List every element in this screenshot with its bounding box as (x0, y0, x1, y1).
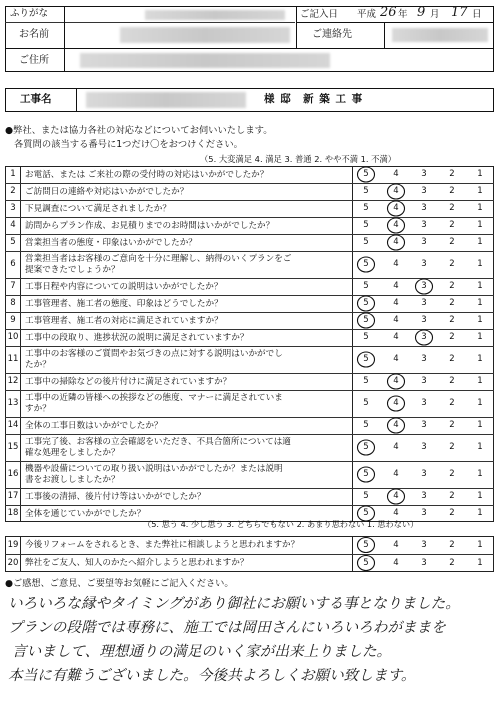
answer-circle-q7[interactable] (416, 279, 433, 294)
question-text: 訪問からプラン作成、お見積りまでのお時間はいかがでしたか？ (25, 220, 275, 231)
score-option-5: 5 (363, 203, 369, 213)
score-option-1: 1 (477, 376, 483, 386)
answer-circle-q6[interactable] (358, 257, 375, 272)
score-option-2: 2 (449, 220, 455, 230)
question-number: 16 (7, 469, 19, 479)
answer-circle-q16[interactable] (358, 467, 375, 482)
score-option-2: 2 (449, 491, 455, 501)
question-number: 20 (7, 557, 19, 568)
score-option-2: 2 (449, 169, 455, 179)
score-option-5: 5 (363, 557, 369, 568)
answer-circle-q1[interactable] (358, 167, 375, 182)
score-option-2: 2 (449, 203, 455, 213)
intro-line-1: ●弊社、または協力各社の対応などについてお伺いいたします。 (5, 125, 273, 136)
score-option-5: 5 (363, 354, 369, 364)
address-label: ご住所 (19, 55, 49, 66)
question-text: 今後リフォームをされるとき、また弊社に相談しようと思われますか？ (25, 539, 300, 550)
question-number: 17 (7, 491, 19, 501)
answer-circle-q10[interactable] (416, 330, 433, 345)
question-number: 13 (7, 398, 19, 408)
question-text: 工事日程や内容についての説明はいかがでしたか？ (25, 281, 223, 292)
question-text: 工事中の掃除などの後片付けに満足されていますか？ (25, 376, 232, 387)
score-option-3: 3 (421, 237, 427, 247)
score-option-5: 5 (363, 186, 369, 196)
answer-circle-q2[interactable] (388, 184, 405, 199)
score-option-1: 1 (477, 259, 483, 269)
score-option-5: 5 (363, 237, 369, 247)
answer-circle-q17[interactable] (388, 489, 405, 504)
question-text: 書をお渡ししましたか？ (25, 475, 120, 485)
score-option-2: 2 (449, 557, 455, 568)
question-text: 弊社をご友人、知人のかたへ紹介しようと思われますか？ (25, 557, 249, 568)
contact-label: ご連絡先 (312, 29, 352, 40)
answer-circle-q4[interactable] (388, 218, 405, 233)
question-number: 18 (7, 508, 19, 518)
score-option-1: 1 (477, 169, 483, 179)
score-option-2: 2 (449, 281, 455, 291)
entry-year: 26 (380, 5, 397, 20)
score-option-5: 5 (363, 169, 369, 179)
year-unit: 年 (398, 9, 408, 20)
question-number: 6 (10, 259, 16, 269)
question-text: 全体を通じていかがでしたか？ (25, 508, 146, 519)
score-option-2: 2 (449, 298, 455, 308)
answer-circle-q8[interactable] (358, 296, 375, 311)
intro-line-2: 各質問の該当する番号に1つだけ〇をおつけください。 (14, 139, 243, 150)
score-option-2: 2 (449, 539, 455, 550)
score-option-4: 4 (393, 298, 399, 308)
score-option-3: 3 (421, 332, 427, 342)
score-option-3: 3 (421, 491, 427, 501)
question-text: ご訪問日の連絡や対応はいかがでしたか？ (25, 186, 189, 197)
score-option-5: 5 (363, 298, 369, 308)
question-number: 4 (10, 220, 16, 230)
question-text: お電話、または ご来社の際の受付時の対応はいかがでしたか？ (25, 169, 269, 180)
score-option-4: 4 (393, 332, 399, 342)
score-option-1: 1 (477, 469, 483, 479)
score-option-1: 1 (477, 442, 483, 452)
score-option-2: 2 (449, 315, 455, 325)
score-option-5: 5 (363, 259, 369, 269)
score-option-1: 1 (477, 420, 483, 430)
score-option-3: 3 (421, 186, 427, 196)
score-option-4: 4 (393, 281, 399, 291)
name-label: お名前 (19, 29, 49, 40)
question-text: すか？ (25, 404, 51, 414)
score-option-1: 1 (477, 332, 483, 342)
question-text: 工事中の段取り、進捗状況の説明に満足されていますか？ (25, 332, 249, 343)
score-option-4: 4 (393, 237, 399, 247)
score-option-4: 4 (393, 376, 399, 386)
question-text: 工事完了後、お客様の立会確認をいただき、不具合箇所については適 (25, 437, 291, 447)
score-option-5: 5 (363, 332, 369, 342)
question-number: 5 (10, 237, 16, 247)
score-option-4: 4 (393, 442, 399, 452)
score-option-2: 2 (449, 508, 455, 518)
answer-circle-q15[interactable] (358, 440, 375, 455)
score-option-5: 5 (363, 398, 369, 408)
question-number: 15 (7, 442, 19, 452)
answer-circle-q19[interactable] (358, 538, 375, 553)
score-option-1: 1 (477, 539, 483, 550)
question-text: 全体の工事日数はいかがでしたか？ (25, 420, 163, 431)
score-option-2: 2 (449, 398, 455, 408)
score-option-3: 3 (421, 539, 427, 550)
question-text: 営業担当者の態度・印象はいかがでしたか？ (25, 237, 197, 248)
question-text: 工事管理者、施工者の態度、印象はどうでしたか？ (25, 298, 223, 309)
score-option-5: 5 (363, 315, 369, 325)
entry-day: 17 (451, 5, 468, 20)
score-option-4: 4 (393, 259, 399, 269)
score-option-3: 3 (421, 220, 427, 230)
day-unit: 日 (472, 9, 482, 20)
question-number: 1 (10, 169, 16, 179)
score-option-1: 1 (477, 281, 483, 291)
project-suffix: 様 邸 新 築 工 事 (264, 93, 364, 105)
question-text: 機器や設備についての取り扱い説明はいかがでしたか？または説明 (25, 464, 283, 474)
question-text: 工事後の清掃、後片付け等はいかがでしたか？ (25, 491, 206, 502)
score-option-2: 2 (449, 376, 455, 386)
score-option-4: 4 (393, 420, 399, 430)
score-option-3: 3 (421, 281, 427, 291)
question-number: 3 (10, 203, 16, 213)
score-option-1: 1 (477, 237, 483, 247)
question-number: 2 (10, 186, 16, 196)
score-option-2: 2 (449, 332, 455, 342)
question-number: 8 (10, 298, 16, 308)
answer-circle-q18[interactable] (358, 506, 375, 521)
score-option-4: 4 (393, 203, 399, 213)
score-option-1: 1 (477, 557, 483, 568)
entry-month: 9 (417, 5, 426, 20)
question-number: 19 (7, 539, 19, 550)
score-option-3: 3 (421, 169, 427, 179)
score-option-3: 3 (421, 398, 427, 408)
answer-circle-q12[interactable] (388, 374, 405, 389)
handwritten-comment-line: いろいろな縁やタイミングがあり御社にお願いする事となりました。 (8, 595, 460, 612)
answer-circle-q11[interactable] (358, 352, 375, 367)
question-number: 11 (7, 354, 19, 364)
score-option-3: 3 (421, 259, 427, 269)
question-text: 提案できたでしょうか？ (25, 265, 120, 275)
score-option-3: 3 (421, 203, 427, 213)
score-option-1: 1 (477, 398, 483, 408)
month-unit: 月 (430, 9, 440, 20)
question-text: 確な処理をしましたか？ (25, 448, 120, 458)
entry-date-label: ご記入日 (300, 9, 339, 20)
score-option-5: 5 (363, 539, 369, 550)
handwritten-comment-line: 言いまして、理想通りの満足のいく家が出来上りました。 (12, 643, 392, 660)
score-option-2: 2 (449, 237, 455, 247)
question-text: 下見調査について満足されましたか？ (25, 203, 171, 214)
score-option-1: 1 (477, 186, 483, 196)
score-option-4: 4 (393, 169, 399, 179)
score-option-3: 3 (421, 315, 427, 325)
score-option-1: 1 (477, 315, 483, 325)
question-number: 9 (10, 315, 16, 325)
score-option-3: 3 (421, 469, 427, 479)
question-text: 工事中のお客様のご質問やお気づきの点に対する説明はいかがでし (25, 349, 283, 359)
score-option-2: 2 (449, 420, 455, 430)
score-option-4: 4 (393, 186, 399, 196)
scale-legend: （5. 大変満足 4. 満足 3. 普通 2. やや不満 1. 不満） (200, 154, 397, 164)
score-option-1: 1 (477, 298, 483, 308)
question-text: 営業担当者はお客様のご意向を十分に理解し、納得のいくプランをご (25, 254, 292, 264)
score-option-4: 4 (393, 220, 399, 230)
score-option-5: 5 (363, 220, 369, 230)
score-option-4: 4 (393, 469, 399, 479)
score-option-5: 5 (363, 281, 369, 291)
question-text: たか？ (25, 360, 51, 370)
score-option-2: 2 (449, 259, 455, 269)
handwritten-comment-line: プランの段階では専務に、施工では岡田さんにいろいろわがままを (8, 619, 446, 636)
furigana-label: ふりがな (10, 8, 49, 19)
answer-circle-q5[interactable] (388, 235, 405, 250)
score-option-5: 5 (363, 420, 369, 430)
score-option-5: 5 (363, 508, 369, 518)
score-option-3: 3 (421, 298, 427, 308)
question-text: 工事管理者、施工者の対応に満足されていますか？ (25, 315, 223, 326)
question-text: 工事中の近隣の皆様への挨拶などの態度、マナーに満足されていま (25, 393, 283, 403)
score-option-4: 4 (393, 398, 399, 408)
score-option-3: 3 (421, 420, 427, 430)
score-option-2: 2 (449, 186, 455, 196)
score-option-4: 4 (393, 354, 399, 364)
score-option-3: 3 (421, 442, 427, 452)
question-number: 7 (10, 281, 16, 291)
question-number: 12 (7, 376, 19, 386)
question-number: 10 (7, 332, 19, 342)
score-option-3: 3 (421, 508, 427, 518)
answer-circle-q9[interactable] (358, 313, 375, 328)
answer-circle-q3[interactable] (388, 201, 405, 216)
score-option-3: 3 (421, 376, 427, 386)
answer-circle-q20[interactable] (358, 556, 375, 571)
score-option-2: 2 (449, 354, 455, 364)
score-option-5: 5 (363, 442, 369, 452)
score-option-5: 5 (363, 491, 369, 501)
score-option-3: 3 (421, 557, 427, 568)
score-option-2: 2 (449, 469, 455, 479)
comments-label: ●ご感想、ご意見、ご要望等お気軽にご記入ください。 (5, 578, 234, 589)
project-label: 工事名 (20, 93, 52, 105)
question-number: 14 (7, 420, 19, 430)
score-option-4: 4 (393, 315, 399, 325)
score-option-4: 4 (393, 539, 399, 550)
score-option-5: 5 (363, 469, 369, 479)
score-option-1: 1 (477, 508, 483, 518)
score-option-1: 1 (477, 203, 483, 213)
score-option-1: 1 (477, 354, 483, 364)
score-option-3: 3 (421, 354, 427, 364)
entry-era: 平成 (357, 9, 377, 20)
answer-circle-q14[interactable] (388, 418, 405, 433)
scale-legend-2: （5. 思う 4. 少し思う 3. どちらでもない 2. あまり思わない 1. 思わない） (143, 519, 419, 529)
handwritten-comment-line: 本当に有難うございました。今後共よろしくお願い致します。 (8, 667, 416, 684)
score-option-1: 1 (477, 220, 483, 230)
score-option-4: 4 (393, 491, 399, 501)
score-option-5: 5 (363, 376, 369, 386)
score-option-4: 4 (393, 557, 399, 568)
score-option-2: 2 (449, 442, 455, 452)
score-option-4: 4 (393, 508, 399, 518)
answer-circle-q13[interactable] (388, 396, 405, 411)
score-option-1: 1 (477, 491, 483, 501)
